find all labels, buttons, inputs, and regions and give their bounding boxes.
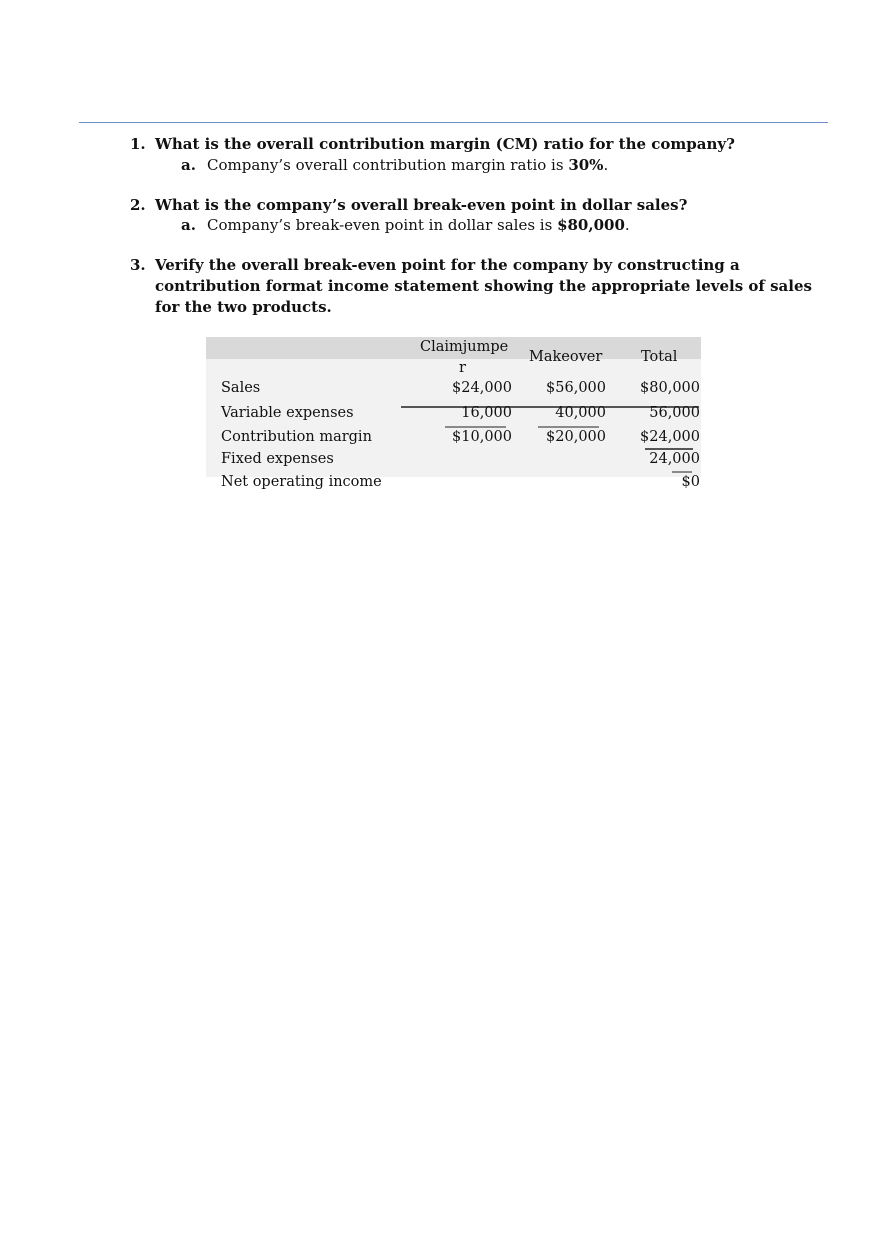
header-makeover: Makeover bbox=[529, 349, 603, 365]
question-text-line-1: Verify the overall break-even point for the company by constructing a bbox=[155, 256, 740, 274]
question-number: 1. bbox=[130, 135, 146, 153]
cell-cm-claimjumper: $10,000 bbox=[452, 429, 512, 445]
question-number: 3. bbox=[130, 256, 146, 274]
cell-cm-makeover: $20,000 bbox=[546, 429, 606, 445]
answer-label: a. bbox=[181, 216, 196, 234]
row-label-net-operating-income: Net operating income bbox=[221, 474, 382, 490]
question-text: What is the overall contribution margin (CM) ratio for the company? bbox=[155, 135, 735, 153]
answer-label: a. bbox=[181, 156, 196, 174]
rule-above-fixed-total bbox=[645, 448, 693, 450]
header-claimjumper-wrap: r bbox=[459, 360, 466, 376]
question-text-line-3: for the two products. bbox=[155, 298, 332, 316]
question-text-line-2: contribution format income statement showing the appropriate levels of sales bbox=[155, 277, 812, 295]
answer-value: $80,000 bbox=[557, 216, 625, 234]
cell-variable-total: 56,000 bbox=[649, 405, 700, 421]
cell-variable-makeover: 40,000 bbox=[555, 405, 606, 421]
cell-sales-claimjumper: $24,000 bbox=[452, 380, 512, 396]
answer-value: 30% bbox=[568, 156, 604, 174]
row-label-sales: Sales bbox=[221, 380, 261, 396]
cell-fixed-total: 24,000 bbox=[649, 451, 700, 467]
cell-noi-total: $0 bbox=[681, 474, 700, 490]
cell-sales-total: $80,000 bbox=[640, 380, 700, 396]
row-label-variable-expenses: Variable expenses bbox=[221, 405, 354, 421]
cell-variable-claimjumper: 16,000 bbox=[461, 405, 512, 421]
answer-2 bbox=[181, 215, 630, 236]
cell-sales-makeover: $56,000 bbox=[546, 380, 606, 396]
row-label-fixed-expenses: Fixed expenses bbox=[221, 451, 334, 467]
question-text: What is the company’s overall break-even point in dollar sales? bbox=[155, 196, 688, 214]
answer-1 bbox=[181, 155, 608, 176]
header-rule bbox=[79, 122, 828, 123]
answer-text: Company’s overall contribution margin ratio is bbox=[207, 156, 569, 174]
cell-cm-total: $24,000 bbox=[640, 429, 700, 445]
question-number: 2. bbox=[130, 196, 146, 214]
answer-suffix: . bbox=[624, 216, 630, 234]
header-total: Total bbox=[641, 349, 678, 365]
answer-text: Company’s break-even point in dollar sales is bbox=[207, 216, 558, 234]
answer-suffix: . bbox=[603, 156, 609, 174]
row-label-contribution-margin: Contribution margin bbox=[221, 429, 372, 445]
header-claimjumper: Claimjumpe bbox=[420, 339, 509, 355]
